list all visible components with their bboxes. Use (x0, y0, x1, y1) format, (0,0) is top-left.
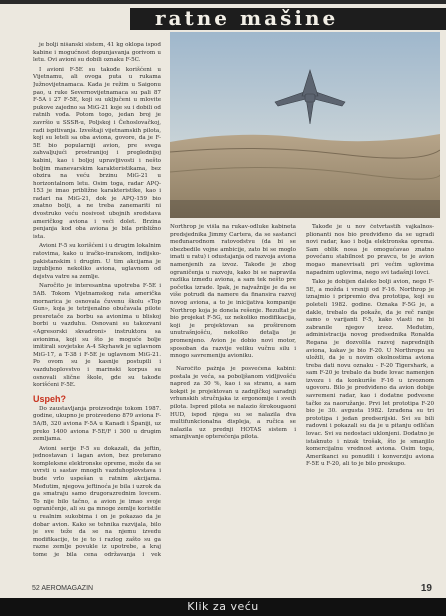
footer-magazine-name: 52 AEROMAGAZIN (32, 585, 94, 592)
photo-caption-text (170, 224, 296, 362)
paragraph: Avioni serije F-5 su dokazali, da jeftin, jednostavan i lagan avion, bez preterano kompleksne elektronske opreme, može da se uvrsti u sastav mnogih vazduhoplovstava i bude vrlo uspešan u ratnim akcijama. Međutim, njegova jeftinoća je bila i uzrok da ga smatraju samo drugorazrednim lovcem. To nije bilo tačno, a avion je imao svoje ograničenje, ali su ga mnoge zemlje koristile u realnim sukobima i on je pokazao da je dobar avion. Kako se tehnika razvijala, bilo je sve teže da se na njemu izvedu modifikacije, te je to i razlog zašto su ga razne zemlje povukle iz upotrebe, a kraj tome je bila cena održavanja i vek (33, 445, 161, 558)
aircraft-illustration (170, 32, 440, 218)
paragraph: Naročito pažnja je posvećena kabini: postala je veća, sa poboljšanom vidljivošću napred za 30 %, kao i sa stranu, a sam kokpit je projektovan u zadnjičkoj saradnji vrhunskih stručnjaka iz ergonomije i sveih pilota. Ispred pilota se nalazio širokougaoni HUD, ispod njega su se nalazila dva multifunkcionalna displeja, a ručica se nalazila uz prednji HOTAS sistem i smanjivanje opterećenja pilota. (170, 366, 296, 441)
paragraph: Avioni F-5 su korišćeni i u drugim lokalnim ratovima, kako u iračko-iranskom, indijsko-pakistanskim i drugim. U tim akcijama je izgubljeno nekoliko aviona, uglavnom od dejstva vatre sa zemlje. (33, 243, 161, 280)
aircraft-photo (170, 32, 440, 218)
enlarge-bar (0, 598, 446, 616)
paragraph: je bolji nišanski sistem, 41 kg oklopa ispod kabine i mogućnost dopunjavanja gorivom u letu. Ovi avioni su dobili oznaku F-5C. (33, 42, 161, 64)
paragraph: Do zaustavljanja proizvodnje tokom 1987. godine, ukupno je proizvedeno 879 aviona F-5A/B, 320 aviona F-5A u Kanadi i Španiji, uz preko 1400 aviona F-5E/F i 300 u drugim zemljama. (33, 405, 161, 443)
subheading-uspeh: Uspeh? (33, 393, 67, 404)
paragraph: Takođe je u nov četvrtastih vajkalnos-plionanti nos bio predviđeno da se ugradi novi radar, kao i bolja elektronska oprema. Sam oblik nosa je omogućavao znatno povećanu stabilnost po pravcu, te je avion mogao manevrisati pri većim uglovima napadnim uglovima, nego svi tadašnji lovci. (306, 224, 434, 276)
top-border (0, 0, 446, 4)
text-column-1 (33, 42, 161, 560)
caption-paragraph: Northrop je višla na rukav-odluke kabineta predsjednika Jimmy Cartera, da se sastanci međunarodnom ratovodstvu (da bi se obezbedile vojne ambicije, zato bi se moglo imati u ratu) i odustajanja od razvoja aviona namenjenih za izvoz. Takođe je zbog ograničenja u razvoju, kako bi se napravila razlika između aviona, a sam tek nešto pre početka izrade. Ipak, je najvažnije je da se više potrudi da namere da finansira razvoj novog aviona, a to je inicijativa kompanije Northrop koja je donela rešenje. Rezultat je bio projekat F-5G, uz nekoliko modifikacija, koji je projektovan sa proširenom unutrašnjošću, nekoliko detalja je promenjeno. Avion je dobio novi motor, sposoban da razvije veliku vučnu silu i mnogo savremeniju avioniku. (170, 224, 296, 360)
paragraph: Tako je dobijen daleko bolji avion, nego F-5E, a možda i vrsniji od F-16. Northrop je iznajmio i pripremio dva prototipa, koji su poleteli 1982. godine. Oznaka F-5G je, a dakle, trebalo da pokaže, da je reč ranije samo o varijanti F-5, kako vlasti ne bi zabranile njegov izvoz. Međutim, administracija novog predsednika Ronalda Regana je dozvolila razvoj naprednijih aviona, kakav je bio F-20. U Northropu su uložili, da je u novim okolnostima aviona treba dati novu oznaku - F-20 Tigershark, a sam F-20 je trebalo da bude lovac namenjen izvozu i da konkuriše F-16 u izvoznom ugovoru. Bilo je predviđeno da avion dobije savremeni radar, kao i dodatne podvesne tačke za naoružanje. Prvi let prototipa F-20 bio je 30. avgusta 1982. Izrađena su tri prototipa i jedan predserijski. Svi su bili radovni i pokazali su da je u pitanju odličan lovac. Svi su nedostaci uklonjeni. Dodatno je istaknuto i nizak trošak, što je smanjilo komercijalnu vrednost aviona. Osim toga, Amerikanci su ponudili i konverziju aviona F-5E u F-20, ali to je bilo preskupo. (306, 279, 434, 468)
section-title: ratne mašine (155, 6, 339, 30)
text-column-2 (170, 366, 296, 584)
text-column-3 (306, 224, 434, 584)
paragraph: I avioni F-5E su takođe korišćeni u Vijetnamu, ali ovoga puta u rukama Južnovijetnamaca. Kada je režim u Saigonu pao, u ruke Severnovijetnamaca su pali 87 F-5A i 27 F-5E, koji su uključeni u mlovite pukove zajedno sa MiG-21 koje su i dobili od ratnih vođa. Potom togo, jedan broj je završio u SSSR-u, Poljskoj i Čehoslovačkoj, radi ispitivanja. Izveštaji vijetnamskih pilota, koji su leteli sa oba aviona, govore, da je F-5E bio popularniji avion, pre svega zahvaljujući prostranijoj i preglednijoj kabini, kao i boljoj upravljivosti i nešto boljim manevarskim karakteristikama, bez obzira na veću brzinu MiG-21 u horizontalnom letu. Osim toga, radar APQ-153 je imao približne karakteristike, kao i radari na MiG-21, dok je APQ-159 bio znatno bolji, a ne treba zanemariti ni dvostruko veću nosivost ubojnih sredstava američkog aviona i veći dolet. Brzina penjanja kod oba aviona je bila približno ista. (33, 66, 161, 240)
enlarge-link[interactable]: Klik za veću (187, 600, 259, 613)
paragraph: Naročito je interesantna upotreba F-5E i 5AB. Tokom Vijetnamskog rata američka mornarica je osnovala čuvenu školu «Top Gun», koja je tetrijenalno obučavala pilote presretače za borbu sa avionima u bliskoj borbi u vazduhu. Osnovani su takozvani «Agresorski skvadroni» instruktora sa avionima, koji su što je moguće bolje imitirali sovjetske A-4 Skyhawk je uglavnom MiG-17, a T-38 i F-5E je uglavnom MiG-21. Po ovom su je kasnije postupili i vazduhoplovstvo i marinski korpus su osnovali slične škole, gde su takođe korišćeni F-5E. (33, 283, 161, 389)
page-number: 19 (420, 583, 432, 594)
